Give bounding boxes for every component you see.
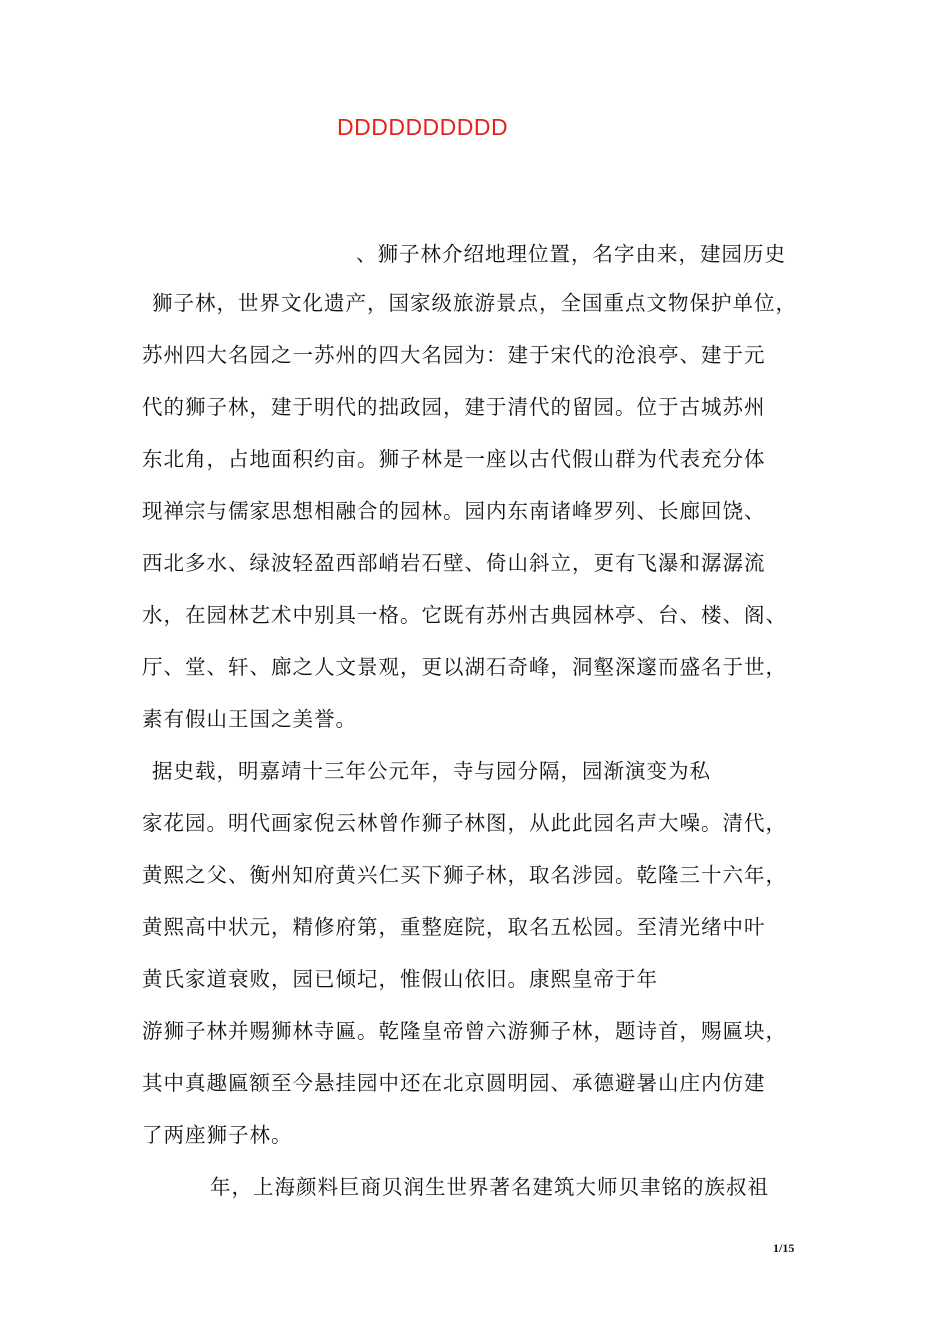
paragraph-line: 西北多水、绿波轻盈西部峭岩石壁、倚山斜立，更有飞瀑和潺潺流 (142, 551, 766, 575)
paragraph-line: 黄氏家道衰败，园已倾圮，惟假山依旧。康熙皇帝于年 (142, 967, 658, 991)
page-number: 1/15 (773, 1241, 795, 1255)
paragraph-line: 素有假山王国之美誉。 (142, 707, 357, 731)
paragraph-line: 年，上海颜料巨商贝润生世界著名建筑大师贝聿铭的族叔祖 (210, 1175, 769, 1199)
paragraph-line: 苏州四大名园之一苏州的四大名园为：建于宋代的沧浪亭、建于元 (142, 343, 766, 367)
paragraph-line: 厅、堂、轩、廊之人文景观，更以湖石奇峰，洞壑深邃而盛名于世， (142, 655, 787, 679)
section-heading: 、狮子林介绍地理位置，名字由来，建园历史 (356, 242, 786, 266)
paragraph-line: 其中真趣匾额至今悬挂园中还在北京圆明园、承德避暑山庄内仿建 (142, 1071, 766, 1095)
paragraph-line: 家花园。明代画家倪云林曾作狮子林图，从此此园名声大噪。清代， (142, 811, 787, 835)
paragraph-line: 水，在园林艺术中别具一格。它既有苏州古典园林亭、台、楼、阁、 (142, 603, 787, 627)
page-title: DDDDDDDDDD (337, 114, 509, 140)
paragraph-line: 狮子林，世界文化遗产，国家级旅游景点，全国重点文物保护单位， (152, 291, 797, 315)
paragraph-line: 东北角，占地面积约亩。狮子林是一座以古代假山群为代表充分体 (142, 447, 766, 471)
paragraph-line: 黄熙高中状元，精修府第，重整庭院，取名五松园。至清光绪中叶 (142, 915, 766, 939)
paragraph-line: 游狮子林并赐狮林寺匾。乾隆皇帝曾六游狮子林，题诗首，赐匾块， (142, 1019, 787, 1043)
paragraph-line: 代的狮子林，建于明代的拙政园，建于清代的留园。位于古城苏州 (142, 395, 766, 419)
paragraph-line: 现禅宗与儒家思想相融合的园林。园内东南诸峰罗列、长廊回饶、 (142, 499, 766, 523)
paragraph-line: 据史载，明嘉靖十三年公元年，寺与园分隔，园渐演变为私 (152, 759, 711, 783)
paragraph-line: 了两座狮子林。 (142, 1123, 293, 1147)
paragraph-line: 黄熙之父、衡州知府黄兴仁买下狮子林，取名涉园。乾隆三十六年， (142, 863, 787, 887)
